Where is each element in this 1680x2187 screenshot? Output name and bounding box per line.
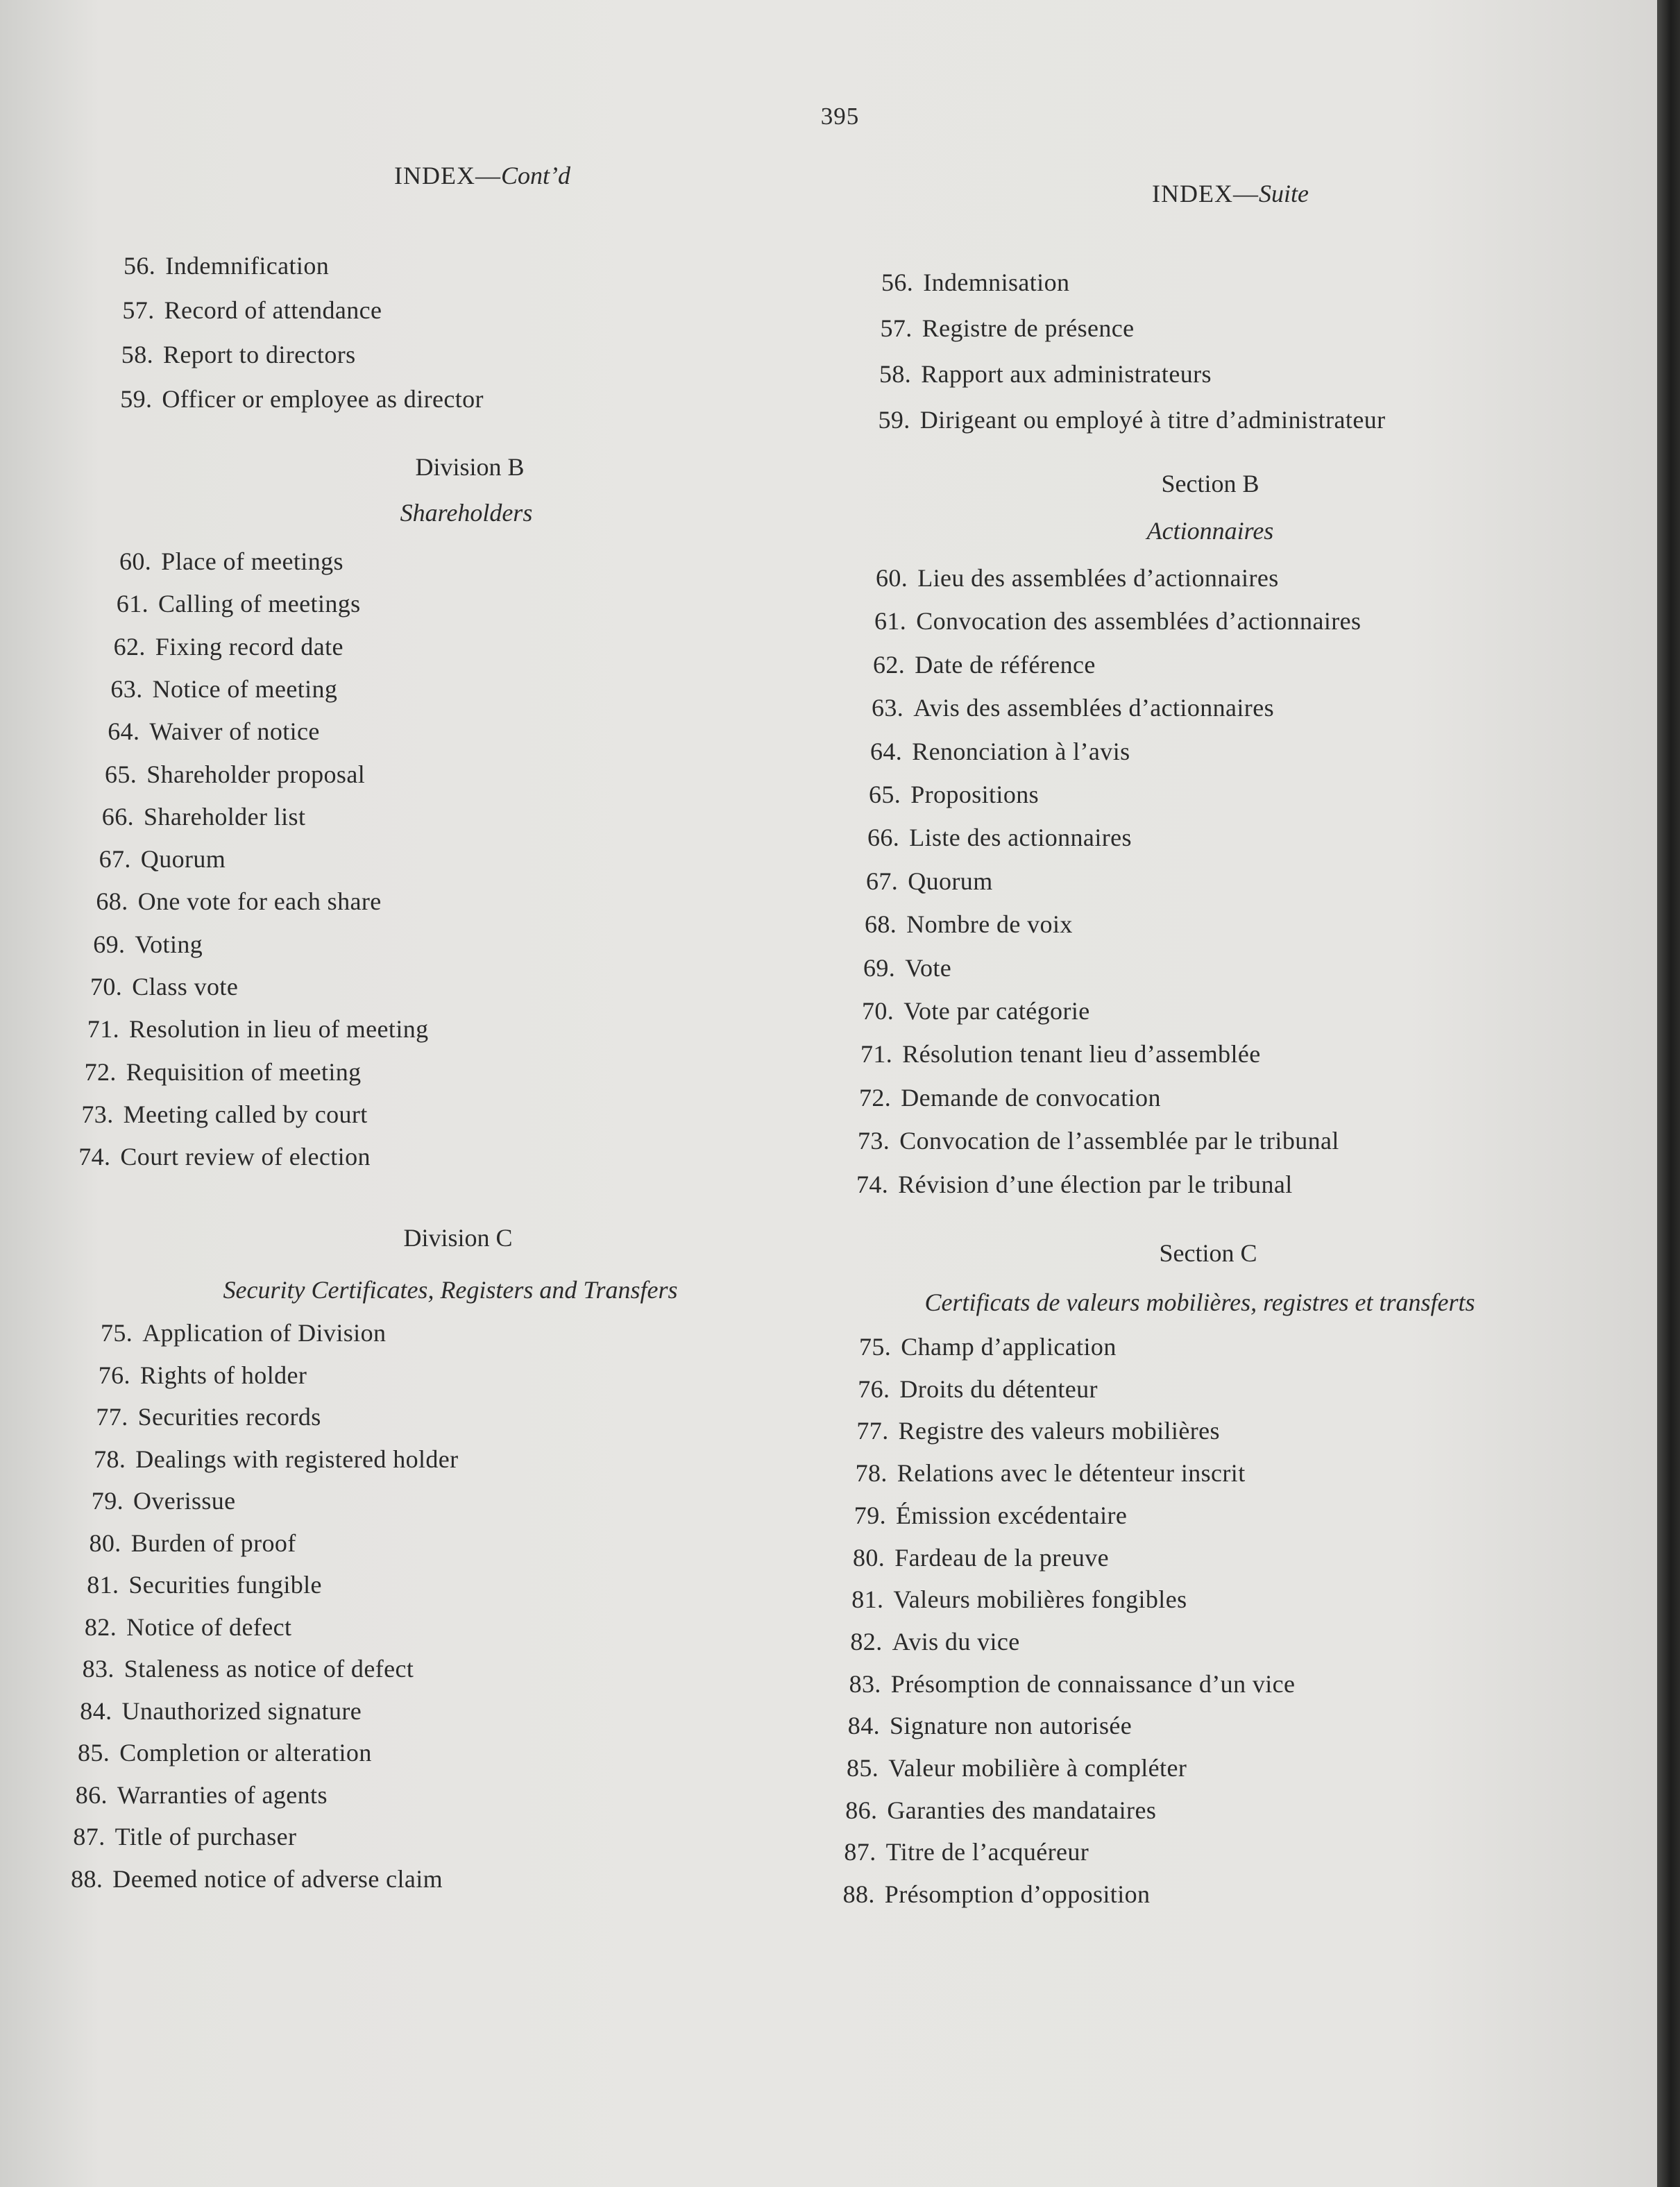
- index-entry: [122, 296, 382, 325]
- index-entry: [78, 1142, 371, 1171]
- index-entry-text: Waiver of notice: [149, 717, 320, 746]
- index-entry: [856, 1416, 1219, 1445]
- index-entry-number: 82.: [850, 1627, 883, 1656]
- index-entry: [874, 606, 1361, 636]
- index-entry-text: Indemnification: [165, 252, 330, 280]
- index-entry-text: Dirigeant ou employé à titre d’administrateur: [919, 406, 1386, 434]
- index-entry: [879, 359, 1212, 389]
- index-entry: [860, 1039, 1261, 1069]
- index-entry-text: Champ d’application: [901, 1333, 1117, 1361]
- index-entry-text: Class vote: [132, 973, 239, 1001]
- index-entry-text: Vote: [905, 953, 952, 982]
- index-entry-text: Report to directors: [163, 341, 356, 368]
- index-entry-text: Deemed notice of adverse claim: [112, 1864, 443, 1893]
- index-entry: [848, 1711, 1132, 1740]
- index-entry: [851, 1585, 1187, 1614]
- index-entry-number: 79.: [91, 1487, 124, 1515]
- index-entry: [845, 1796, 1156, 1825]
- index-entry: [872, 693, 1274, 722]
- index-entry-text: Calling of meetings: [158, 590, 361, 618]
- index-entry: [83, 1654, 414, 1683]
- index-entry-number: 71.: [87, 1015, 119, 1044]
- index-entry: [96, 1402, 321, 1431]
- index-entry-number: 87.: [73, 1823, 105, 1850]
- index-entry-number: 84.: [847, 1712, 880, 1740]
- index-entry-text: Relations avec le détenteur inscrit: [897, 1459, 1246, 1488]
- index-entry: [71, 1864, 443, 1894]
- index-entry-number: 59.: [878, 406, 910, 434]
- index-entry-text: Shareholder proposal: [146, 760, 366, 788]
- index-entry-text: Fardeau de la preuve: [894, 1543, 1110, 1572]
- index-entry: [850, 1627, 1019, 1656]
- index-entry-number: 85.: [847, 1754, 879, 1782]
- index-entry-number: 88.: [71, 1864, 103, 1893]
- index-entry-number: 74.: [78, 1143, 111, 1171]
- division-c-title: Division C: [403, 1224, 513, 1252]
- index-entry-number: 71.: [860, 1040, 893, 1069]
- index-entry: [854, 1501, 1127, 1530]
- index-entry: [843, 1880, 1151, 1909]
- index-entry-text: Overissue: [133, 1487, 236, 1515]
- index-entry-number: 73.: [81, 1100, 114, 1128]
- index-entry-number: 62.: [113, 632, 146, 661]
- index-entry-text: Valeurs mobilières fongibles: [893, 1585, 1187, 1614]
- index-entry: [81, 1100, 367, 1129]
- index-entry: [856, 1458, 1246, 1488]
- index-entry: [99, 844, 226, 874]
- index-entry-text: Valeur mobilière à compléter: [888, 1754, 1187, 1782]
- index-entry-number: 72.: [84, 1057, 117, 1086]
- index-entry: [873, 650, 1096, 679]
- index-entry: [853, 1543, 1109, 1572]
- index-entry-number: 76.: [858, 1375, 890, 1403]
- english-index-heading: INDEX—Cont’d: [394, 162, 570, 189]
- index-entry-number: 58.: [879, 360, 912, 388]
- index-entry-text: Présomption d’opposition: [884, 1880, 1151, 1909]
- index-entry: [110, 674, 337, 704]
- index-entry: [76, 1780, 328, 1810]
- index-entry-number: 75.: [101, 1319, 133, 1347]
- french-index-heading: INDEX—Suite: [1152, 180, 1309, 207]
- index-entry: [108, 717, 320, 746]
- index-entry-text: Présomption de connaissance d’un vice: [890, 1669, 1296, 1698]
- index-entry-number: 84.: [80, 1696, 112, 1725]
- index-entry-number: 64.: [870, 737, 903, 765]
- index-entry: [876, 563, 1279, 593]
- index-entry-number: 83.: [82, 1655, 114, 1683]
- index-entry-number: 88.: [842, 1880, 875, 1909]
- division-b-title: Division B: [415, 453, 525, 481]
- index-entry-number: 81.: [851, 1585, 884, 1614]
- index-entry-number: 78.: [855, 1459, 888, 1488]
- index-entry-number: 79.: [854, 1501, 886, 1529]
- index-entry: [105, 760, 365, 789]
- index-entry-number: 70.: [862, 997, 894, 1025]
- index-entry: [856, 1170, 1293, 1199]
- index-entry-text: Lieu des assemblées d’actionnaires: [917, 564, 1279, 592]
- index-entry-text: Droits du détenteur: [899, 1375, 1098, 1403]
- index-entry-text: Avis du vice: [892, 1627, 1020, 1656]
- index-entry-text: Title of purchaser: [114, 1823, 297, 1850]
- index-entry-number: 57.: [122, 296, 155, 324]
- index-entry-number: 72.: [859, 1083, 892, 1112]
- index-entry-text: Court review of election: [120, 1143, 371, 1171]
- index-entry: [862, 996, 1090, 1026]
- index-entry-number: 77.: [856, 1417, 889, 1445]
- index-entry-number: 67.: [99, 845, 131, 874]
- index-entry: [881, 268, 1069, 297]
- index-entry-text: Requisition of meeting: [126, 1057, 362, 1086]
- index-entry: [867, 823, 1132, 852]
- index-entry-text: Notice of defect: [126, 1612, 292, 1641]
- index-entry: [870, 737, 1130, 766]
- index-entry: [92, 1486, 236, 1515]
- index-entry-number: 74.: [856, 1170, 889, 1198]
- index-entry-text: Garanties des mandataires: [887, 1796, 1157, 1824]
- index-entry-number: 69.: [93, 930, 126, 958]
- index-entry: [117, 589, 361, 618]
- index-entry-number: 67.: [866, 867, 899, 895]
- index-entry-text: Vote par catégorie: [903, 997, 1090, 1025]
- index-entry-text: Avis des assemblées d’actionnaires: [913, 694, 1274, 722]
- index-entry: [865, 910, 1073, 939]
- index-entry: [94, 1445, 458, 1474]
- index-entry: [87, 1570, 322, 1599]
- index-entry-number: 59.: [120, 385, 153, 413]
- index-entry-number: 77.: [96, 1403, 128, 1431]
- index-entry-text: Meeting called by court: [123, 1100, 368, 1128]
- index-entry-number: 82.: [84, 1612, 117, 1641]
- page-number: 395: [820, 103, 860, 130]
- index-entry-text: Date de référence: [915, 650, 1096, 679]
- index-entry-number: 75.: [859, 1333, 892, 1361]
- index-entry-text: Burden of proof: [130, 1529, 296, 1557]
- index-entry: [96, 887, 381, 916]
- index-entry-number: 61.: [116, 590, 149, 618]
- index-entry-text: Convocation de l’assemblée par le tribunal: [899, 1127, 1339, 1155]
- index-entry: [102, 802, 306, 831]
- index-entry: [869, 780, 1039, 809]
- index-entry: [859, 1332, 1117, 1361]
- index-entry: [85, 1612, 291, 1642]
- index-entry-text: Quorum: [908, 867, 993, 895]
- index-entry-number: 63.: [872, 694, 904, 722]
- index-entry-text: Resolution in lieu of meeting: [129, 1015, 429, 1044]
- index-entry-text: Révision d’une élection par le tribunal: [898, 1170, 1293, 1198]
- index-entry-number: 66.: [867, 824, 900, 852]
- index-entry: [879, 405, 1386, 434]
- index-entry: [858, 1375, 1098, 1404]
- index-entry: [80, 1696, 362, 1726]
- index-entry-text: Notice of meeting: [152, 674, 338, 703]
- index-entry-number: 87.: [844, 1838, 876, 1866]
- index-entry-number: 80.: [853, 1543, 885, 1572]
- index-entry-text: Rapport aux administrateurs: [921, 360, 1212, 388]
- index-entry-text: Shareholder list: [144, 802, 306, 831]
- index-entry-number: 62.: [873, 650, 906, 679]
- index-entry-number: 60.: [876, 564, 908, 592]
- index-entry: [881, 314, 1135, 343]
- index-entry: [859, 1083, 1161, 1112]
- index-entry-text: Émission excédentaire: [896, 1501, 1128, 1529]
- index-entry: [90, 972, 238, 1001]
- index-entry: [124, 251, 329, 280]
- division-c-subtitle: Security Certificates, Registers and Transfers: [223, 1276, 678, 1304]
- index-entry: [90, 1529, 296, 1558]
- index-entry-text: Record of attendance: [164, 296, 382, 324]
- index-entry: [849, 1669, 1296, 1699]
- index-entry: [120, 384, 484, 414]
- section-b-subtitle: Actionnaires: [1146, 517, 1274, 545]
- index-entry-text: Fixing record date: [155, 632, 343, 661]
- index-entry-number: 70.: [90, 973, 123, 1001]
- index-entry: [73, 1822, 296, 1851]
- index-entry-text: Signature non autorisée: [890, 1712, 1132, 1740]
- index-entry-number: 73.: [858, 1127, 890, 1155]
- index-entry-text: Securities fungible: [128, 1571, 322, 1599]
- index-entry-number: 86.: [75, 1780, 108, 1809]
- index-entry-text: Quorum: [140, 845, 226, 874]
- index-entry: [119, 547, 343, 576]
- index-entry-number: 65.: [869, 781, 901, 808]
- index-entry-number: 86.: [845, 1796, 878, 1824]
- index-entry-number: 78.: [94, 1445, 126, 1473]
- index-entry: [847, 1753, 1187, 1782]
- section-b-title: Section B: [1161, 470, 1259, 497]
- index-entry-number: 60.: [119, 547, 152, 575]
- index-entry-text: Renonciation à l’avis: [912, 737, 1130, 765]
- index-entry-number: 85.: [78, 1739, 110, 1767]
- index-entry-number: 83.: [849, 1669, 881, 1698]
- index-entry-number: 64.: [108, 717, 140, 746]
- index-entry: [866, 867, 993, 896]
- index-entry: [87, 1014, 429, 1044]
- index-entry-number: 65.: [105, 760, 137, 788]
- section-c-title: Section C: [1159, 1239, 1257, 1267]
- index-entry: [844, 1837, 1089, 1866]
- index-entry-text: Dealings with registered holder: [135, 1445, 459, 1473]
- index-entry-text: Indemnisation: [923, 269, 1070, 296]
- index-entry: [863, 953, 951, 982]
- index-entry-text: Place of meetings: [161, 547, 343, 575]
- index-entry-text: Securities records: [137, 1403, 321, 1431]
- index-entry: [101, 1318, 386, 1347]
- index-entry: [121, 340, 356, 369]
- index-entry-text: One vote for each share: [137, 887, 382, 916]
- index-entry-number: 66.: [101, 802, 134, 831]
- index-entry-text: Registre de présence: [922, 314, 1135, 342]
- section-c-subtitle: Certificats de valeurs mobilières, registres et transferts: [924, 1288, 1475, 1316]
- index-entry-text: Résolution tenant lieu d’assemblée: [902, 1040, 1261, 1069]
- index-entry: [858, 1126, 1339, 1155]
- division-b-subtitle: Shareholders: [400, 499, 533, 527]
- index-entry-number: 68.: [865, 910, 897, 939]
- index-entry-text: Demande de convocation: [901, 1083, 1161, 1112]
- index-entry-number: 57.: [880, 314, 913, 342]
- index-entry-text: Registre des valeurs mobilières: [898, 1417, 1220, 1445]
- index-entry-text: Propositions: [910, 781, 1040, 808]
- index-entry-text: Warranties of agents: [117, 1780, 328, 1809]
- index-entry: [78, 1738, 372, 1767]
- index-entry-number: 56.: [881, 269, 914, 296]
- index-entry-number: 69.: [863, 953, 896, 982]
- index-entry-text: Titre de l’acquéreur: [885, 1838, 1089, 1866]
- index-entry: [93, 930, 203, 959]
- index-entry-number: 80.: [89, 1529, 121, 1557]
- index-entry-number: 61.: [874, 607, 907, 636]
- index-entry-number: 81.: [87, 1571, 119, 1599]
- index-entry-number: 68.: [96, 887, 128, 916]
- index-entry: [85, 1057, 362, 1087]
- index-entry: [114, 632, 343, 661]
- index-entry-number: 76.: [98, 1361, 130, 1389]
- index-entry-text: Liste des actionnaires: [909, 824, 1132, 852]
- index-entry-text: Nombre de voix: [906, 910, 1073, 939]
- index-entry-number: 56.: [124, 252, 156, 280]
- index-entry-text: Convocation des assemblées d’actionnaires: [916, 607, 1361, 636]
- index-entry-number: 58.: [121, 341, 153, 368]
- index-entry-text: Staleness as notice of defect: [124, 1655, 414, 1683]
- index-entry: [99, 1361, 307, 1390]
- index-entry-number: 63.: [110, 674, 143, 703]
- index-entry-text: Application of Division: [142, 1319, 387, 1347]
- index-entry-text: Rights of holder: [139, 1361, 307, 1389]
- index-entry-text: Unauthorized signature: [121, 1696, 362, 1725]
- index-entry-text: Officer or employee as director: [162, 385, 484, 413]
- page-edge-shadow: [1657, 0, 1680, 2187]
- index-entry-text: Voting: [135, 930, 203, 958]
- index-entry-text: Completion or alteration: [119, 1739, 372, 1767]
